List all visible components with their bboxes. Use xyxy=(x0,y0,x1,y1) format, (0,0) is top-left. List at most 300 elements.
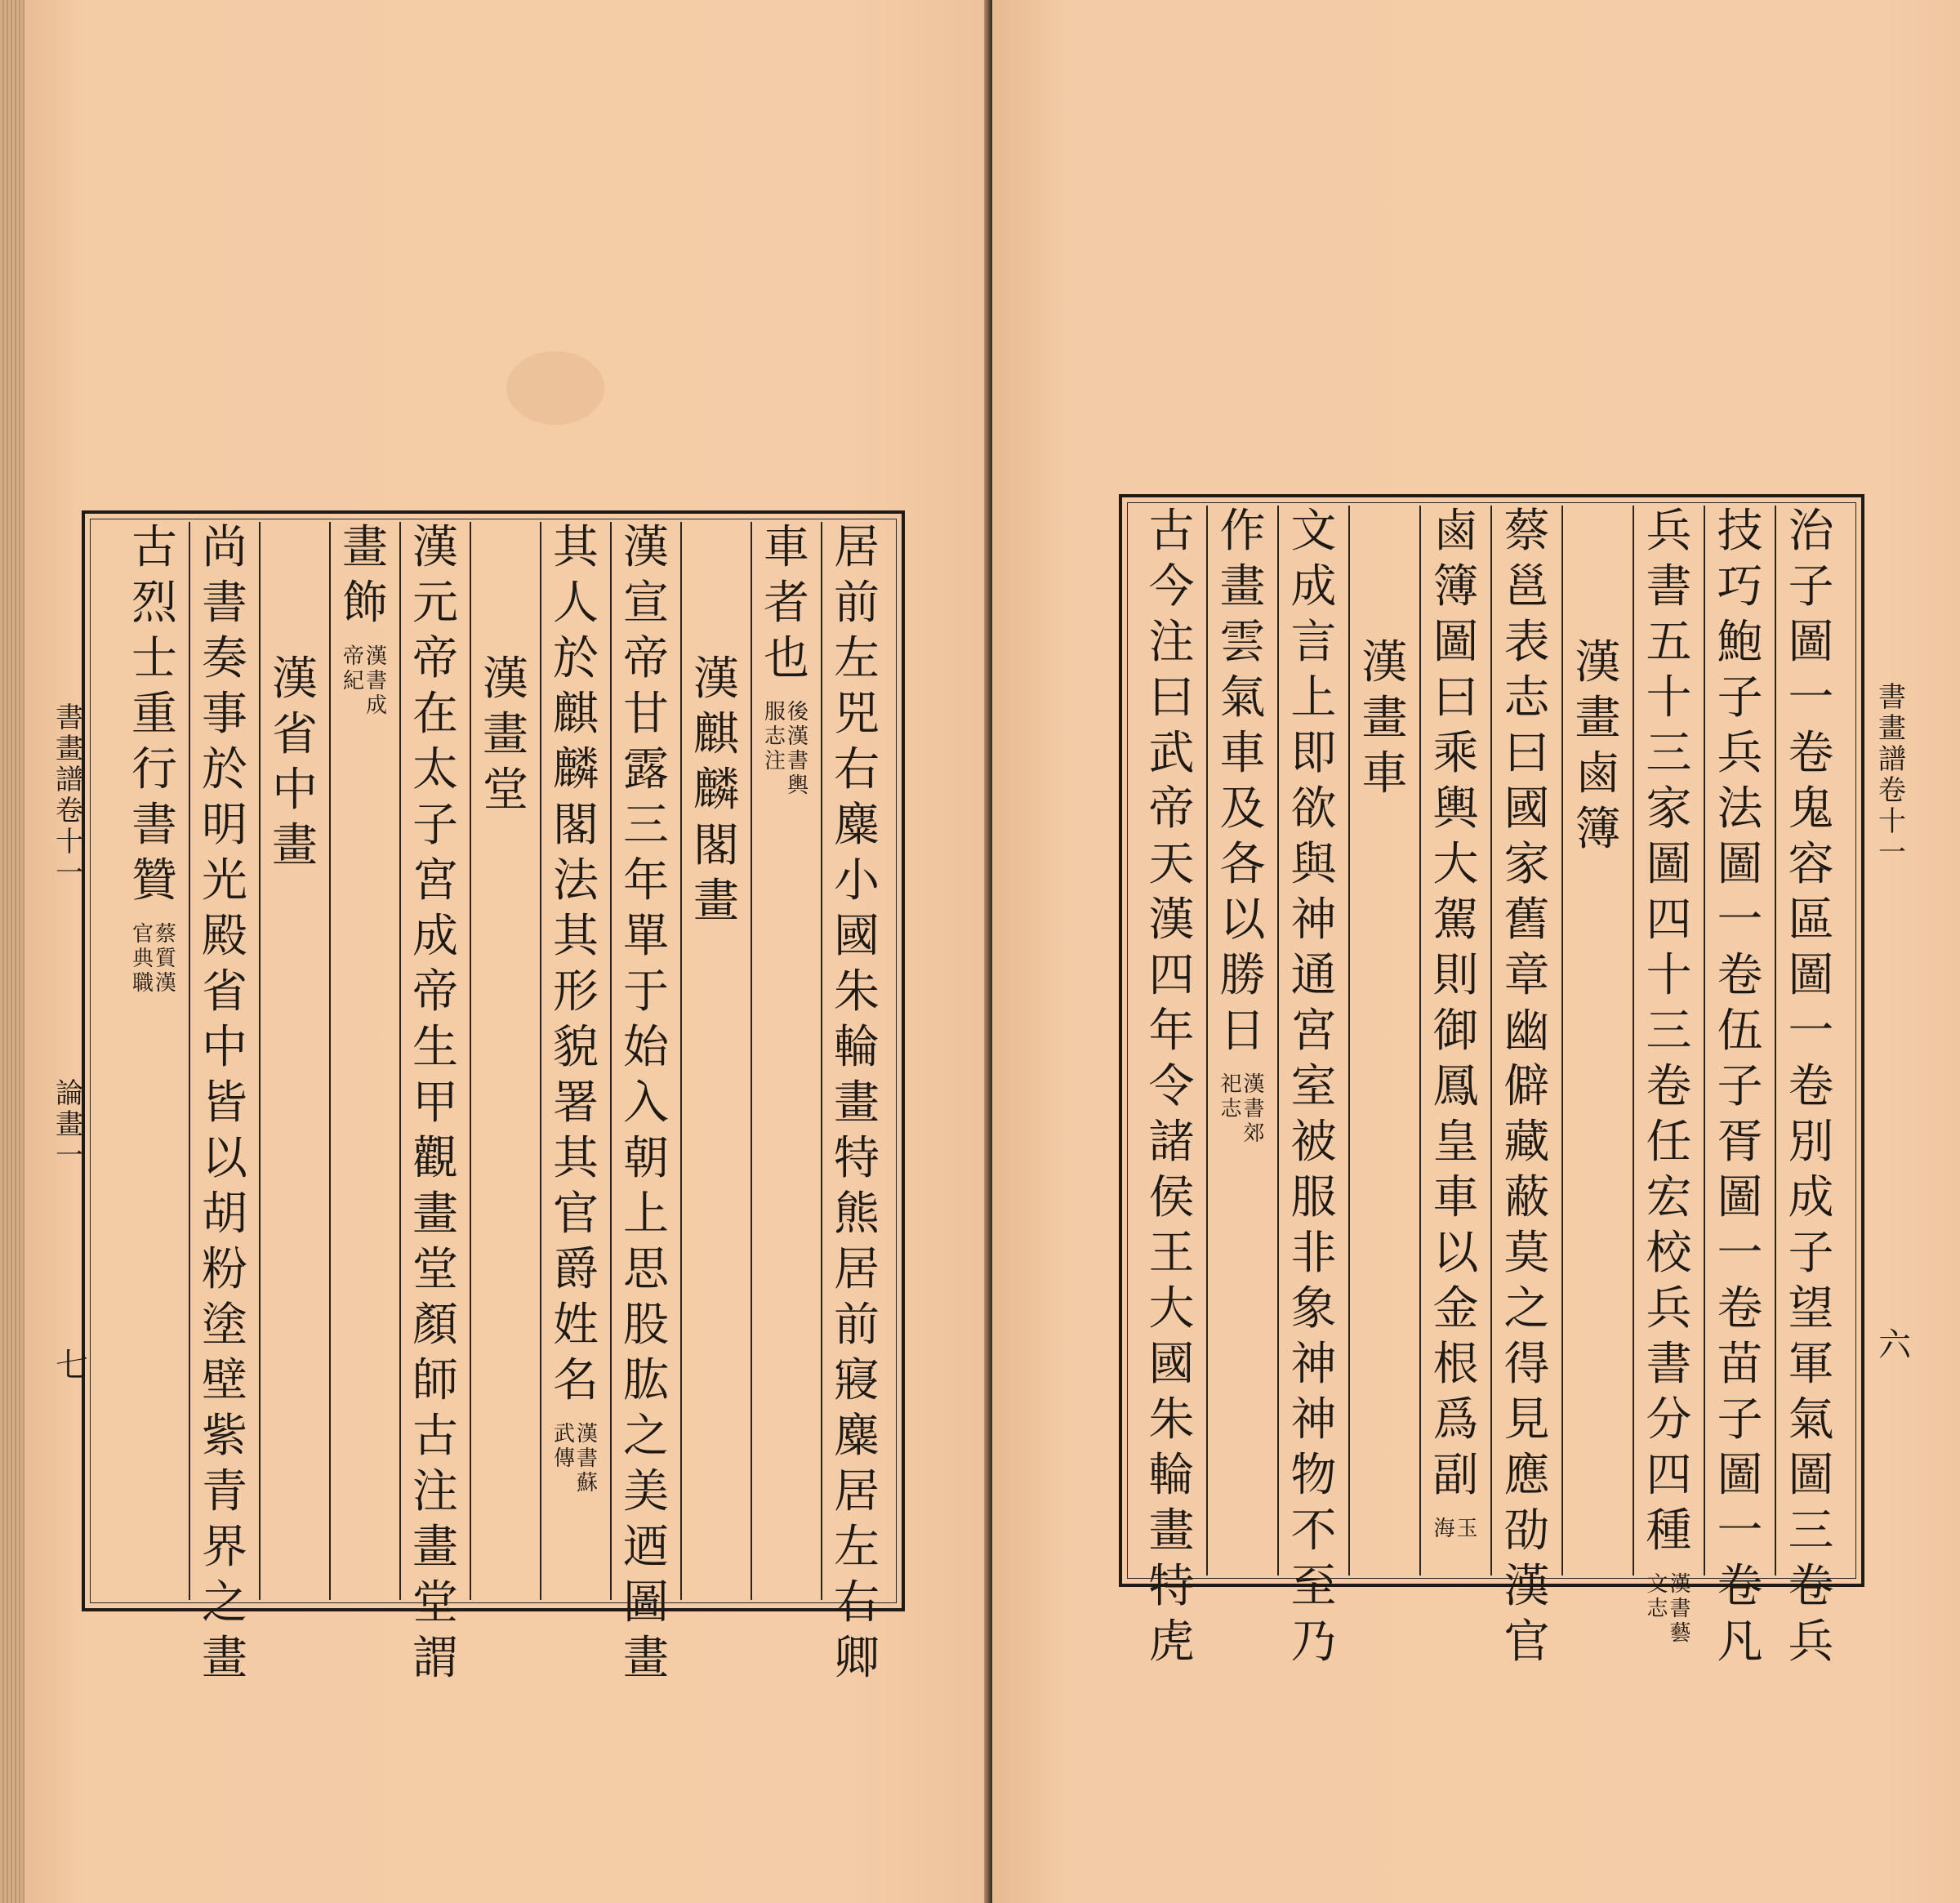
text-column xyxy=(1704,505,1775,1675)
text-char: 堂 xyxy=(412,1576,458,1629)
text-char: 尚 xyxy=(202,521,247,574)
heading-char: 漢 xyxy=(693,653,739,706)
text-char: 圖 xyxy=(623,1576,669,1629)
heading-char: 閣 xyxy=(693,819,739,872)
text-char: 應 xyxy=(1503,1449,1550,1502)
text-char: 入 xyxy=(623,1076,669,1130)
text-column xyxy=(1491,505,1562,1675)
text-char: 帝 xyxy=(412,632,458,685)
text-char: 勝 xyxy=(1219,949,1266,1002)
text-char: 畫 xyxy=(1219,560,1266,613)
text-char: 子 xyxy=(412,799,458,852)
text-char: 望 xyxy=(1788,1282,1834,1335)
annotation-note: 玉 海 xyxy=(1433,1517,1478,1541)
fold-char: 卷 xyxy=(1878,774,1906,807)
text-char: 車 xyxy=(1432,1171,1479,1224)
text-char: 宏 xyxy=(1646,1171,1692,1224)
text-char: 卷 xyxy=(1646,1060,1692,1113)
text-char: 氣 xyxy=(1219,671,1266,724)
fold-char: 譜 xyxy=(56,764,83,796)
text-char: 皆 xyxy=(202,1076,247,1130)
text-char: 乘 xyxy=(1432,727,1479,780)
text-char: 鮑 xyxy=(1717,616,1763,669)
fold-char: 書 xyxy=(56,702,83,734)
text-char: 表 xyxy=(1503,616,1550,669)
annotation-note: 漢 書 成 帝 紀 xyxy=(342,644,387,718)
text-char: 輿 xyxy=(1432,782,1479,836)
fold-char: 畫 xyxy=(56,1108,83,1141)
text-char: 界 xyxy=(202,1521,247,1574)
fold-char: 卷 xyxy=(56,795,83,827)
text-char: 麋 xyxy=(834,799,880,852)
text-char: 畫 xyxy=(1148,1504,1195,1558)
text-char: 士 xyxy=(131,632,177,685)
text-char: 其 xyxy=(553,521,599,574)
heading-char: 畫 xyxy=(1575,692,1621,745)
text-char: 文 xyxy=(1290,505,1337,558)
heading-char: 漢 xyxy=(1575,636,1621,689)
text-char: 曰 xyxy=(1432,671,1479,724)
text-column xyxy=(1136,505,1207,1675)
heading-char: 麒 xyxy=(693,708,739,761)
fold-char: 一 xyxy=(56,857,83,889)
text-char: 駕 xyxy=(1432,894,1479,947)
text-char: 章 xyxy=(1503,949,1550,1002)
fold-title xyxy=(56,702,83,889)
text-char: 注 xyxy=(1148,616,1195,669)
heading-column xyxy=(470,653,541,823)
text-char: 生 xyxy=(412,1021,458,1074)
text-char: 子 xyxy=(1717,1060,1763,1113)
annotation-note: 漢 書 藝 文 志 xyxy=(1646,1572,1691,1646)
text-char: 在 xyxy=(412,688,458,741)
text-char: 國 xyxy=(834,910,880,963)
text-char: 成 xyxy=(412,910,458,963)
right-fold-margin xyxy=(1870,502,1919,1580)
text-char: 蔽 xyxy=(1503,1171,1550,1224)
text-char: 子 xyxy=(1717,1393,1763,1446)
text-char: 令 xyxy=(1148,1060,1195,1113)
text-char: 曰 xyxy=(1148,671,1195,724)
text-char: 上 xyxy=(623,1188,669,1241)
text-char: 居 xyxy=(834,521,880,574)
text-char: 特 xyxy=(834,1132,880,1185)
text-char: 年 xyxy=(1148,1005,1195,1058)
text-char: 家 xyxy=(1646,782,1692,836)
text-char: 法 xyxy=(1717,782,1763,836)
text-char: 神 xyxy=(1290,894,1337,947)
text-char: 以 xyxy=(1432,1227,1479,1280)
fold-char: 十 xyxy=(1878,805,1906,838)
fold-char: 十 xyxy=(56,826,83,858)
text-char: 及 xyxy=(1219,782,1266,836)
text-char: 今 xyxy=(1148,560,1195,613)
text-char: 鹵 xyxy=(1432,505,1479,558)
text-char: 象 xyxy=(1290,1282,1337,1335)
heading-char: 畫 xyxy=(483,708,528,761)
text-char: 元 xyxy=(412,577,458,630)
text-char: 朱 xyxy=(834,965,880,1018)
text-char: 形 xyxy=(553,965,599,1018)
text-char: 成 xyxy=(1290,560,1337,613)
text-char: 卿 xyxy=(834,1632,880,1685)
text-char: 署 xyxy=(553,1076,599,1130)
text-char: 不 xyxy=(1290,1504,1337,1558)
annotation-note: 漢 書 郊 祀 志 xyxy=(1220,1072,1265,1146)
paper-stain xyxy=(506,351,604,425)
right-page xyxy=(992,0,1960,1903)
text-char: 書 xyxy=(202,577,247,630)
text-char: 閣 xyxy=(553,799,599,852)
text-char: 麒 xyxy=(553,688,599,741)
text-char: 紫 xyxy=(202,1410,247,1463)
left-text-frame xyxy=(82,510,905,1685)
annotation-note: 漢 書 蘇 武 傳 xyxy=(553,1422,598,1495)
text-char: 太 xyxy=(412,743,458,796)
text-char: 貌 xyxy=(553,1021,599,1074)
text-char: 分 xyxy=(1646,1393,1692,1446)
text-char: 幽 xyxy=(1503,1005,1550,1058)
text-char: 顏 xyxy=(412,1299,458,1352)
text-char: 圖 xyxy=(1432,616,1479,669)
text-char: 熊 xyxy=(834,1188,880,1241)
text-char: 爲 xyxy=(1432,1393,1479,1446)
text-char: 諸 xyxy=(1148,1116,1195,1169)
text-char: 朱 xyxy=(1148,1393,1195,1446)
heading-char: 漢 xyxy=(1361,636,1408,689)
heading-column xyxy=(681,653,751,934)
text-char: 帝 xyxy=(1148,782,1195,836)
text-char: 光 xyxy=(202,854,247,907)
fold-char: 畫 xyxy=(1878,712,1906,745)
text-char: 兵 xyxy=(1788,1616,1834,1669)
text-char: 非 xyxy=(1290,1227,1337,1280)
heading-char: 漢 xyxy=(272,653,318,706)
text-char: 圖 xyxy=(1646,838,1692,891)
text-char: 圖 xyxy=(1717,1449,1763,1502)
text-char: 寢 xyxy=(834,1354,880,1407)
text-char: 兕 xyxy=(834,688,880,741)
text-char: 各 xyxy=(1219,838,1266,891)
text-char: 三 xyxy=(1646,1005,1692,1058)
text-char: 神 xyxy=(1290,1338,1337,1391)
text-char: 十 xyxy=(1646,949,1692,1002)
text-column xyxy=(822,521,892,1691)
text-char: 成 xyxy=(1788,1171,1834,1224)
text-char: 三 xyxy=(623,799,669,852)
text-char: 甲 xyxy=(412,1076,458,1130)
text-char: 省 xyxy=(202,965,247,1018)
text-char: 蔡 xyxy=(1503,505,1550,558)
fold-char: 一 xyxy=(56,1139,83,1172)
text-char: 畫 xyxy=(202,1632,247,1685)
text-char: 校 xyxy=(1646,1227,1692,1280)
text-char: 凡 xyxy=(1717,1616,1763,1669)
text-char: 思 xyxy=(623,1243,669,1296)
text-char: 帝 xyxy=(623,632,669,685)
text-char: 王 xyxy=(1148,1227,1195,1280)
text-char: 通 xyxy=(1290,949,1337,1002)
text-char: 一 xyxy=(1717,894,1763,947)
text-char: 區 xyxy=(1788,894,1834,947)
text-char: 卷 xyxy=(1788,1560,1834,1613)
text-char: 藏 xyxy=(1503,1116,1550,1169)
text-char: 朝 xyxy=(623,1132,669,1185)
text-char: 鳳 xyxy=(1432,1060,1479,1113)
heading-column xyxy=(260,653,330,879)
text-char: 漢 xyxy=(623,521,669,574)
heading-char: 漢 xyxy=(483,653,528,706)
text-column xyxy=(1207,505,1278,1146)
text-char: 十 xyxy=(1646,671,1692,724)
text-char: 莫 xyxy=(1503,1227,1550,1280)
text-char: 一 xyxy=(1717,1227,1763,1280)
text-char: 右 xyxy=(834,743,880,796)
text-column xyxy=(119,521,189,996)
text-char: 宮 xyxy=(1290,1005,1337,1058)
text-char: 右 xyxy=(834,1576,880,1629)
text-char: 重 xyxy=(131,688,177,741)
text-char: 謂 xyxy=(412,1632,458,1685)
heading-char: 省 xyxy=(272,708,318,761)
heading-char: 堂 xyxy=(483,764,528,817)
text-char: 則 xyxy=(1432,949,1479,1002)
text-char: 別 xyxy=(1788,1116,1834,1169)
text-char: 堂 xyxy=(412,1243,458,1296)
text-char: 居 xyxy=(834,1243,880,1296)
text-char: 伍 xyxy=(1717,1005,1763,1058)
text-char: 軍 xyxy=(1788,1338,1834,1391)
text-char: 始 xyxy=(623,1021,669,1074)
text-char: 其 xyxy=(553,910,599,963)
text-char: 人 xyxy=(553,577,599,630)
text-char: 麋 xyxy=(834,1410,880,1463)
text-char: 書 xyxy=(1646,560,1692,613)
text-column xyxy=(611,521,681,1691)
text-char: 以 xyxy=(1219,894,1266,947)
text-char: 也 xyxy=(764,632,809,685)
text-char: 左 xyxy=(834,632,880,685)
text-char: 子 xyxy=(1788,560,1834,613)
page-number: 七 xyxy=(56,1347,88,1384)
text-char: 贊 xyxy=(131,854,177,907)
text-char: 天 xyxy=(1148,838,1195,891)
heading-char: 麟 xyxy=(693,764,739,817)
text-char: 即 xyxy=(1290,727,1337,780)
text-char: 卷 xyxy=(1788,727,1834,780)
text-char: 居 xyxy=(834,1465,880,1518)
text-char: 言 xyxy=(1290,616,1337,669)
text-char: 特 xyxy=(1148,1560,1195,1613)
text-char: 圖 xyxy=(1717,1171,1763,1224)
text-char: 事 xyxy=(202,688,247,741)
heading-char: 車 xyxy=(1361,747,1408,800)
text-char: 之 xyxy=(1503,1282,1550,1335)
text-char: 行 xyxy=(131,743,177,796)
text-char: 肱 xyxy=(623,1354,669,1407)
text-char: 殿 xyxy=(202,910,247,963)
text-char: 巧 xyxy=(1717,560,1763,613)
text-char: 烈 xyxy=(131,577,177,630)
text-char: 見 xyxy=(1503,1393,1550,1446)
text-char: 胡 xyxy=(202,1188,247,1241)
text-char: 畫 xyxy=(412,1188,458,1241)
text-char: 至 xyxy=(1290,1560,1337,1613)
text-char: 服 xyxy=(1290,1171,1337,1224)
right-text-frame xyxy=(1119,494,1864,1669)
text-char: 單 xyxy=(623,910,669,963)
text-char: 圖 xyxy=(1788,1449,1834,1502)
fold-char: 論 xyxy=(56,1077,83,1110)
text-char: 師 xyxy=(412,1354,458,1407)
text-column xyxy=(751,521,822,798)
text-char: 一 xyxy=(1788,1005,1834,1058)
text-char: 子 xyxy=(1717,671,1763,724)
text-char: 畫 xyxy=(342,521,388,574)
text-char: 于 xyxy=(623,965,669,1018)
text-char: 注 xyxy=(412,1465,458,1518)
fold-section xyxy=(56,1078,83,1171)
text-char: 露 xyxy=(623,743,669,796)
text-char: 以 xyxy=(202,1132,247,1185)
text-char: 年 xyxy=(623,854,669,907)
text-char: 青 xyxy=(202,1465,247,1518)
text-char: 圖 xyxy=(1788,949,1834,1002)
annotation-note: 蔡 質 漢 官 典 職 xyxy=(131,922,176,996)
text-char: 兵 xyxy=(1646,505,1692,558)
text-char: 雲 xyxy=(1219,616,1266,669)
text-char: 子 xyxy=(1788,1227,1834,1280)
text-char: 簿 xyxy=(1432,560,1479,613)
text-char: 明 xyxy=(202,799,247,852)
text-char: 名 xyxy=(553,1354,599,1407)
text-char: 古 xyxy=(131,521,177,574)
text-char: 志 xyxy=(1503,671,1550,724)
text-char: 於 xyxy=(202,743,247,796)
text-char: 國 xyxy=(1503,782,1550,836)
text-char: 美 xyxy=(623,1465,669,1518)
text-char: 畫 xyxy=(834,1076,880,1130)
text-char: 乃 xyxy=(1290,1616,1337,1669)
text-char: 大 xyxy=(1148,1282,1195,1335)
text-char: 劭 xyxy=(1503,1504,1550,1558)
text-char: 官 xyxy=(1503,1616,1550,1669)
text-char: 中 xyxy=(202,1021,247,1074)
book-edge xyxy=(0,0,24,1903)
text-char: 觀 xyxy=(412,1132,458,1185)
text-char: 之 xyxy=(202,1576,247,1629)
left-fold-margin xyxy=(47,523,96,1601)
text-char: 前 xyxy=(834,1299,880,1352)
text-char: 四 xyxy=(1646,1449,1692,1502)
text-char: 邕 xyxy=(1503,560,1550,613)
text-char: 畫 xyxy=(623,1632,669,1685)
text-char: 粉 xyxy=(202,1243,247,1296)
text-char: 奏 xyxy=(202,632,247,685)
text-char: 物 xyxy=(1290,1449,1337,1502)
text-char: 皇 xyxy=(1432,1116,1479,1169)
heading-char: 畫 xyxy=(1361,692,1408,745)
text-column xyxy=(1775,505,1846,1675)
text-char: 圖 xyxy=(1788,616,1834,669)
text-char: 任 xyxy=(1646,1116,1692,1169)
text-char: 輪 xyxy=(1148,1449,1195,1502)
text-char: 兵 xyxy=(1646,1282,1692,1335)
text-char: 漢 xyxy=(412,521,458,574)
heading-char: 中 xyxy=(272,764,318,817)
text-char: 僻 xyxy=(1503,1060,1550,1113)
text-char: 車 xyxy=(764,521,809,574)
text-char: 鬼 xyxy=(1788,782,1834,836)
text-char: 甘 xyxy=(623,688,669,741)
text-char: 五 xyxy=(1646,616,1692,669)
heading-column xyxy=(1349,636,1420,807)
text-char: 家 xyxy=(1503,838,1550,891)
text-char: 日 xyxy=(1219,1005,1266,1058)
text-char: 法 xyxy=(553,854,599,907)
fold-char: 一 xyxy=(1878,836,1906,869)
text-char: 神 xyxy=(1290,1393,1337,1446)
text-column xyxy=(330,521,400,718)
text-char: 姓 xyxy=(553,1299,599,1352)
text-char: 之 xyxy=(623,1410,669,1463)
text-char: 帝 xyxy=(412,965,458,1018)
text-char: 與 xyxy=(1290,838,1337,891)
text-char: 官 xyxy=(553,1188,599,1241)
text-char: 御 xyxy=(1432,1005,1479,1058)
text-char: 技 xyxy=(1717,505,1763,558)
text-char: 宣 xyxy=(623,577,669,630)
text-char: 一 xyxy=(1788,671,1834,724)
fold-char: 書 xyxy=(1878,681,1906,714)
text-char: 輪 xyxy=(834,1021,880,1074)
text-char: 者 xyxy=(764,577,809,630)
text-char: 畫 xyxy=(412,1521,458,1574)
text-char: 欲 xyxy=(1290,782,1337,836)
heading-column xyxy=(1562,636,1633,862)
text-char: 作 xyxy=(1219,505,1266,558)
text-char: 麟 xyxy=(553,743,599,796)
text-char: 飾 xyxy=(342,577,388,630)
left-page xyxy=(24,0,992,1903)
text-column xyxy=(1420,505,1491,1541)
text-char: 圖 xyxy=(1717,838,1763,891)
text-char: 四 xyxy=(1646,894,1692,947)
text-char: 卷 xyxy=(1717,1560,1763,1613)
text-char: 車 xyxy=(1219,727,1266,780)
text-char: 漢 xyxy=(1148,894,1195,947)
text-column xyxy=(1278,505,1349,1675)
text-char: 氣 xyxy=(1788,1393,1834,1446)
text-char: 被 xyxy=(1290,1116,1337,1169)
text-char: 卷 xyxy=(1717,1282,1763,1335)
text-char: 小 xyxy=(834,854,880,907)
text-char: 得 xyxy=(1503,1338,1550,1391)
fold-title xyxy=(1878,682,1906,868)
text-char: 左 xyxy=(834,1521,880,1574)
text-char: 室 xyxy=(1290,1060,1337,1113)
text-char: 侯 xyxy=(1148,1171,1195,1224)
text-char: 古 xyxy=(412,1410,458,1463)
text-char: 於 xyxy=(553,632,599,685)
text-char: 爵 xyxy=(553,1243,599,1296)
text-char: 胥 xyxy=(1717,1116,1763,1169)
text-char: 苗 xyxy=(1717,1338,1763,1391)
text-char: 其 xyxy=(553,1132,599,1185)
text-char: 兵 xyxy=(1717,727,1763,780)
text-char: 書 xyxy=(131,799,177,852)
text-char: 股 xyxy=(623,1299,669,1352)
